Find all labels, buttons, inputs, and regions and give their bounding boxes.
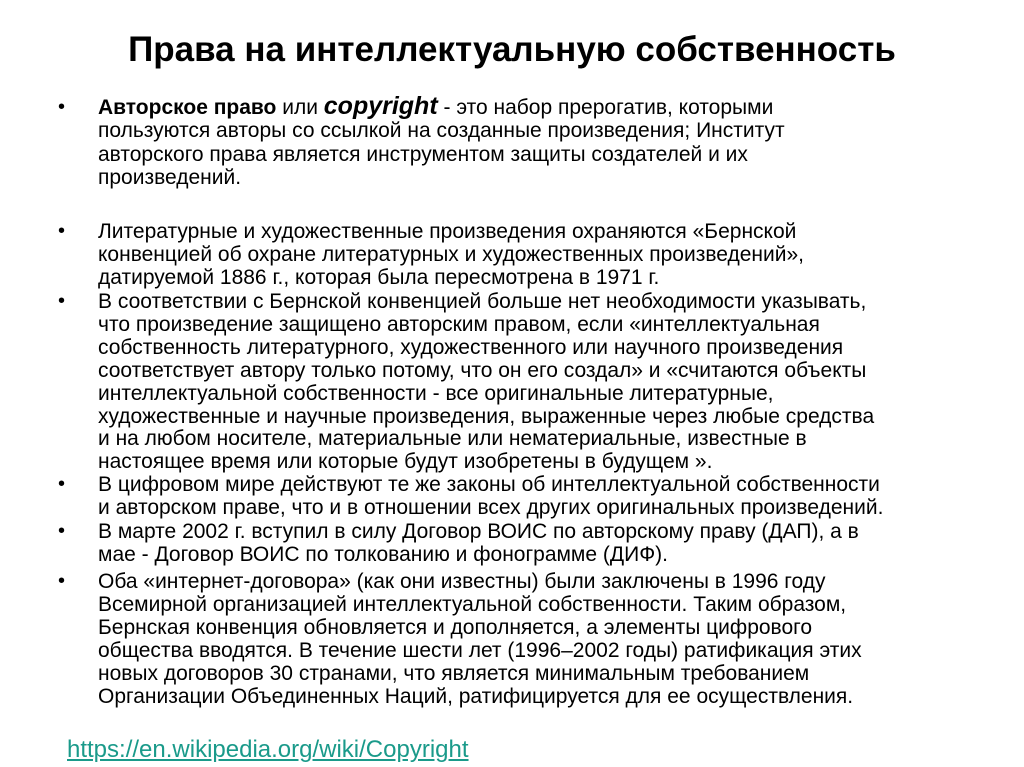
term-bold: Авторское право xyxy=(98,96,277,119)
paragraph-line: собственность литературного, художественного или научного произведения xyxy=(98,335,844,359)
paragraph-line xyxy=(98,94,773,120)
connector-text: или xyxy=(276,96,324,119)
paragraph-line: Оба «интернет-договора» (как они известны) были заключены в 1996 году xyxy=(98,570,826,593)
paragraph-line: Всемирной организацией интеллектуальной собственности. Таким образом, xyxy=(98,593,847,616)
paragraph-line: интеллектуальной собственности - все оригинальные литературные, xyxy=(98,381,774,405)
paragraph-line: и на любом носителе, материальные или нематериальные, известные в xyxy=(98,427,807,451)
definition-text: - это набор прерогатив, которыми xyxy=(437,96,774,119)
paragraph-line: В цифровом мире действуют те же законы об интеллектуальной собственности xyxy=(98,473,880,496)
paragraph-line: общества вводятся. В течение шести лет (1996–2002 годы) ратификация этих xyxy=(98,639,862,662)
paragraph-line: и авторском праве, что и в отношении всех других оригинальных произведений. xyxy=(98,496,884,519)
paragraph-line: конвенцией об охране литературных и художественных произведений», xyxy=(98,243,804,266)
wikipedia-link[interactable]: https://en.wikipedia.org/wiki/Copyright xyxy=(67,736,469,763)
paragraph-line: художественные и научные произведения, выраженные через любые средства xyxy=(98,404,875,428)
paragraph-line: произведений. xyxy=(98,165,242,189)
paragraph-line: Организации Объединенных Наций, ратифицируется для ее осуществления. xyxy=(98,685,854,708)
paragraph-line: авторского права является инструментом защиты создателей и их xyxy=(98,142,748,166)
bullet-icon: • xyxy=(58,96,66,118)
paragraph-line: датируемой 1886 г., которая была пересмотрена в 1971 г. xyxy=(98,266,660,289)
paragraph-line: В соответствии с Бернской конвенцией больше нет необходимости указывать, xyxy=(98,290,867,313)
bullet-icon: • xyxy=(58,520,66,542)
paragraph-line: соответствует автору только потому, что он его создал» и «считаются объекты xyxy=(98,358,867,382)
paragraph-line: В марте 2002 г. вступил в силу Договор ВОИС по авторскому праву (ДАП), а в xyxy=(98,520,859,543)
slide-title: Права на интеллектуальную собственность xyxy=(128,30,896,69)
bullet-icon: • xyxy=(58,220,66,242)
bullet-icon: • xyxy=(58,473,66,495)
paragraph-line: настоящее время или которые будут изобретены в будущем ». xyxy=(98,450,713,474)
paragraph-line: Литературные и художественные произведения охраняются «Бернской xyxy=(98,220,797,243)
paragraph-line: пользуются авторы со ссылкой на созданные произведения; Институт xyxy=(98,119,785,143)
bullet-icon: • xyxy=(58,290,66,312)
paragraph-line: что произведение защищено авторским правом, если «интеллектуальная xyxy=(98,312,820,336)
paragraph-line: новых договоров 30 странами, что является минимальным требованием xyxy=(98,662,810,685)
paragraph-line: Бернская конвенция обновляется и дополняется, а элементы цифрового xyxy=(98,616,813,639)
bullet-icon: • xyxy=(58,570,66,592)
paragraph-line: мае - Договор ВОИС по толкованию и фонограмме (ДИФ). xyxy=(98,543,668,566)
copyright-term: copyright xyxy=(323,92,438,120)
